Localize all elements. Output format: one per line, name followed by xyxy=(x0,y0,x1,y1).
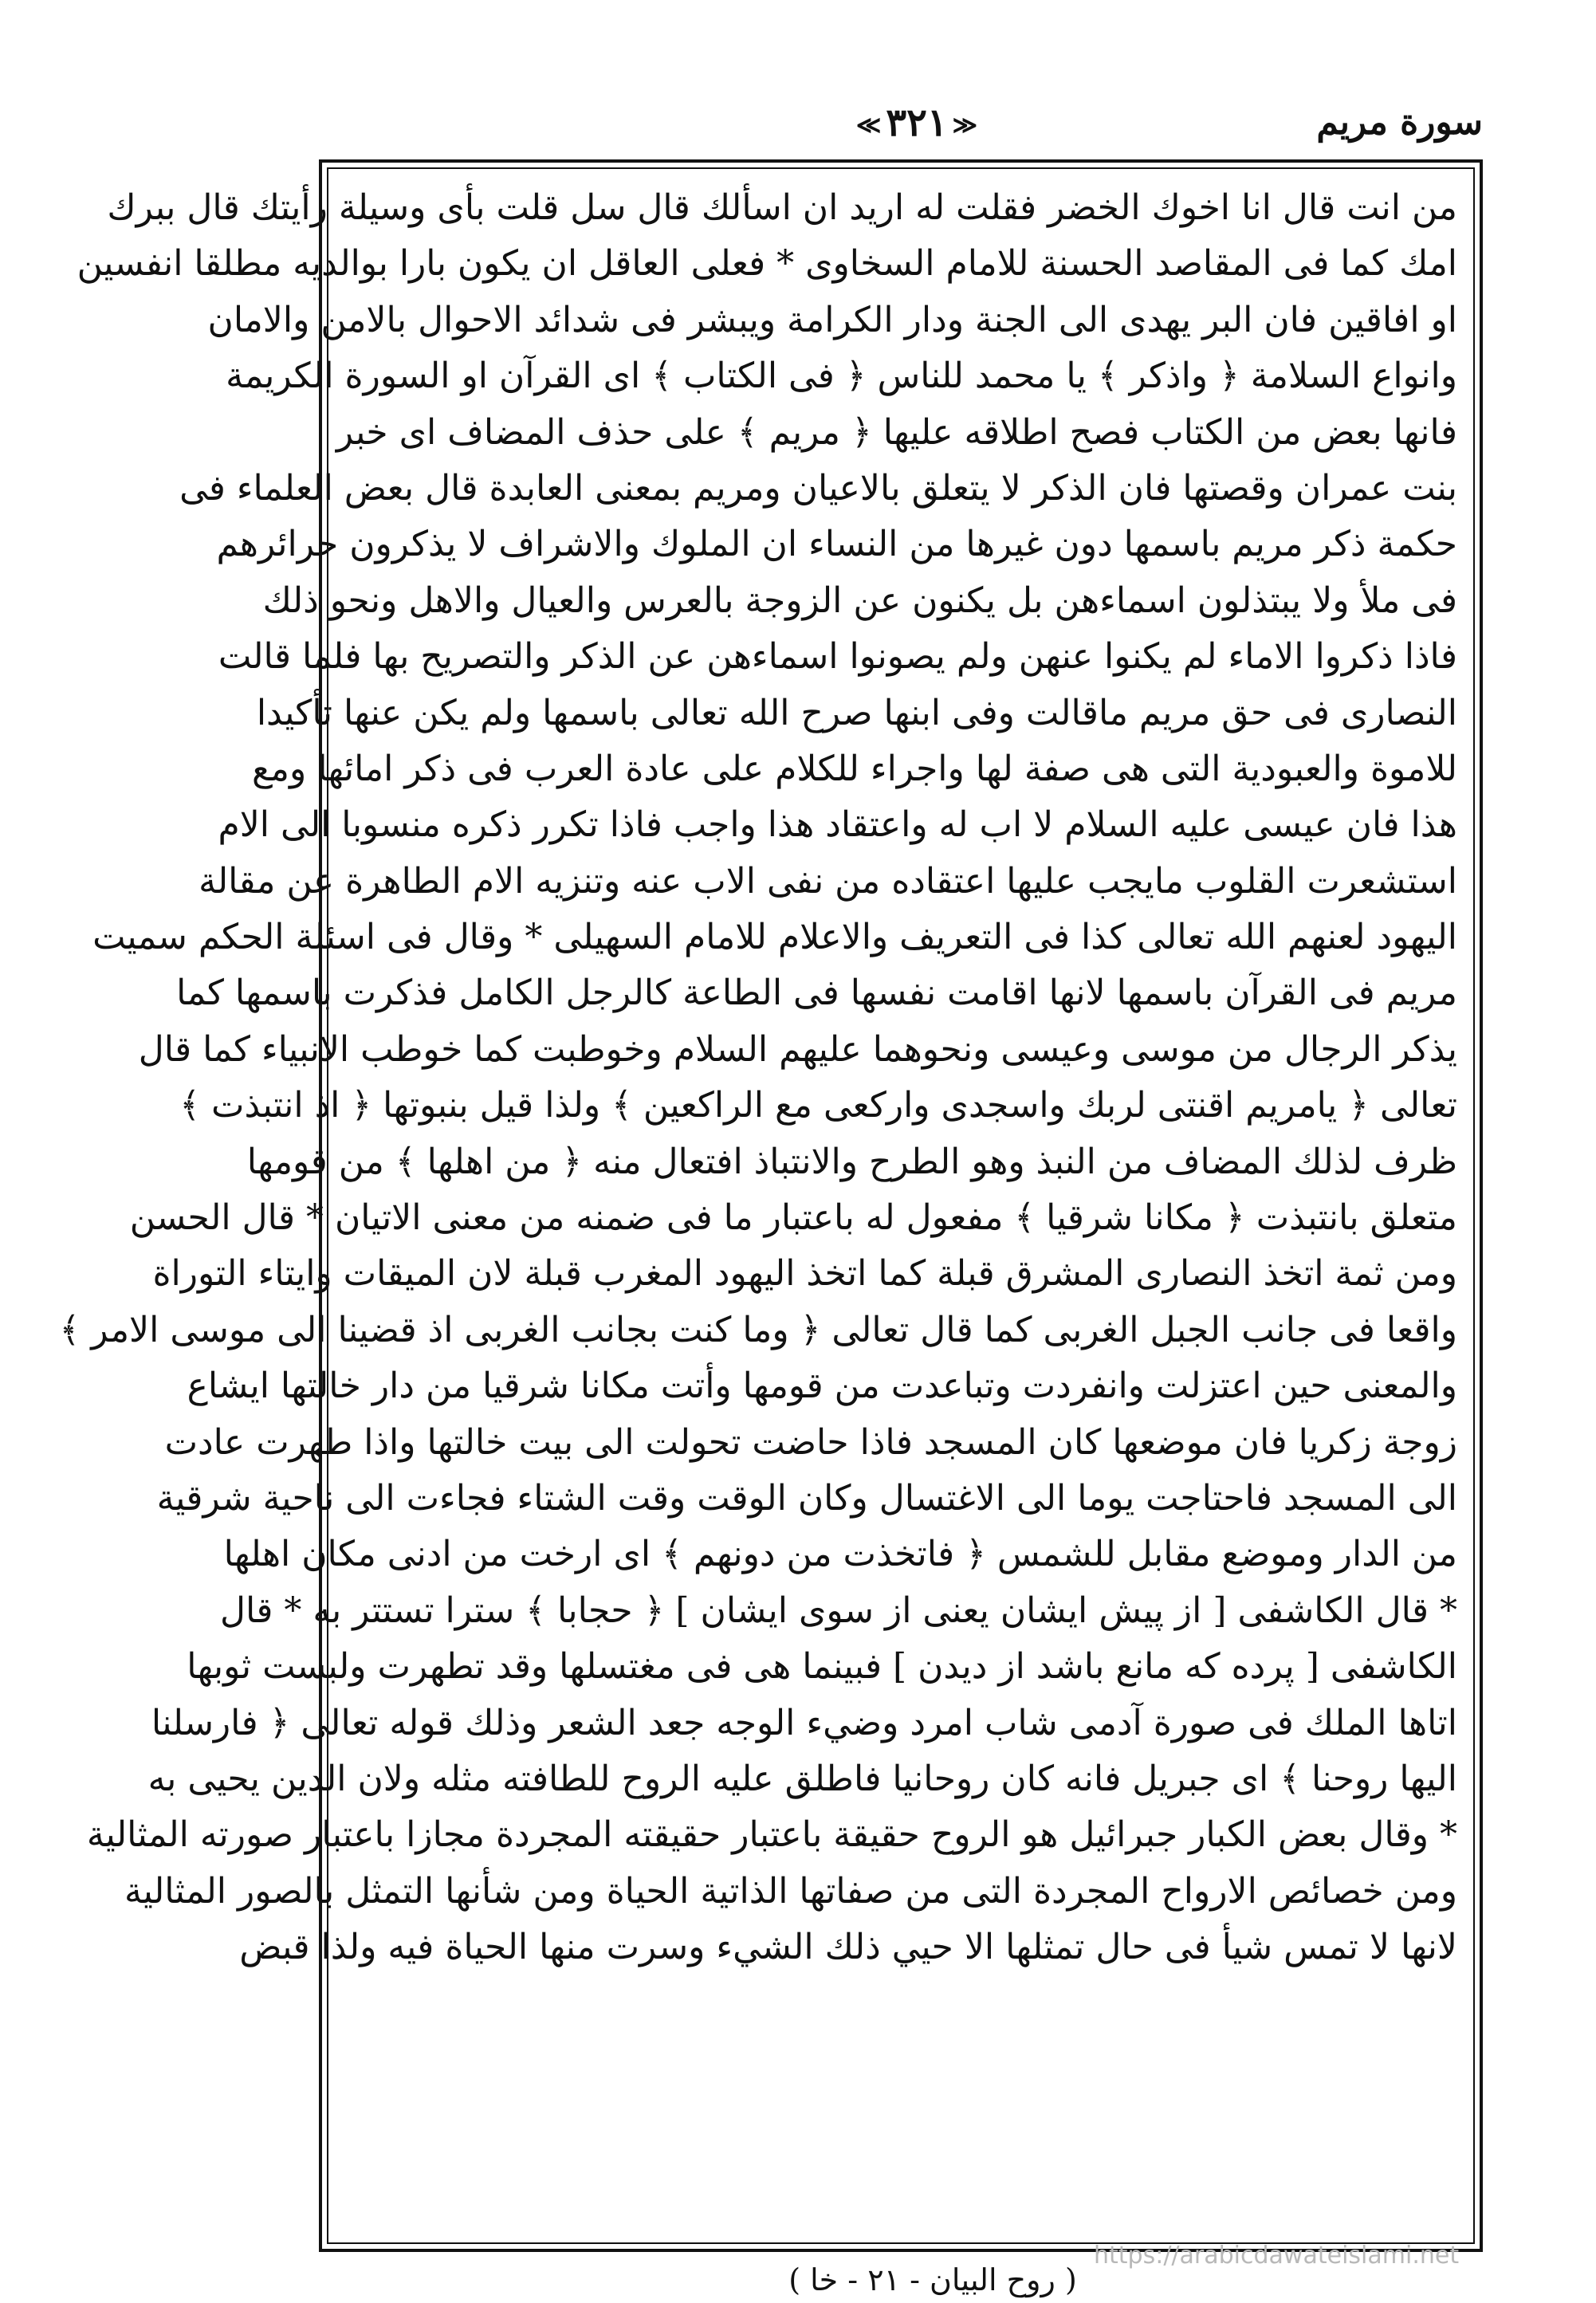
text-line: هذا فان عيسى عليه السلام لا اب له واعتقاد هذا واجب فاذا تكرر ذكره منسوبا الى الام xyxy=(218,804,1457,846)
text-line: * وقال بعض الكبار جبرائيل هو الروح حقيقة باعتبار حقيقته المجردة مجازا باعتبار صورته المثالية xyxy=(86,1814,1457,1856)
text-line: حكمة ذكر مريم باسمها دون غيرها من النساء ان الملوك والاشراف لا يذكرون حرائرهم xyxy=(216,524,1457,565)
ornament-right: ≫ xyxy=(952,112,978,140)
text-line: ومن ثمة اتخذ النصارى المشرق قبلة كما اتخذ اليهود المغرب قبلة لان الميقات وايتاء التوراة xyxy=(152,1253,1457,1295)
text-line: فاذا ذكروا الاماء لم يكنوا عنهن ولم يصونوا اسماءهن عن الذكر والتصريح بها فلما قالت xyxy=(218,636,1457,678)
text-line: * قال الكاشفى [ از پيش ايشان يعنى از سوى ايشان ] ﴿ حجابا ﴾ سترا تستتر به * قال xyxy=(220,1590,1457,1631)
text-line: ظرف لذلك المضاف من النبذ وهو الطرح والانتباذ افتعال منه ﴿ من اهلها ﴾ من قومها xyxy=(246,1141,1457,1182)
text-line: اليها روحنا ﴾ اى جبريل فانه كان روحانيا فاطلق عليه الروح للطافته مثله ولان الدين يحيى به xyxy=(147,1758,1457,1799)
text-line: او افاقين فان البر يهدى الى الجنة ودار الكرامة ويبشر فى شدائد الاحوال بالامن والامان xyxy=(207,299,1457,340)
text-line: الى المسجد فاحتاجت يوما الى الاغتسال وكان الوقت وقت الشتاء فجاءت الى ناحية شرقية xyxy=(156,1477,1457,1519)
text-line: يذكر الرجال من موسى وعيسى ونحوهما عليهم السلام وخوطبت كما خوطب الانبياء كما قال xyxy=(138,1028,1457,1070)
text-line: الكاشفى [ پرده كه مانع باشد از ديدن ] فبينما هى فى مغتسلها وقد تطهرت ولبست ثوبها xyxy=(187,1646,1457,1688)
watermark-url: https://arabicdawateislami.net xyxy=(1094,2242,1460,2270)
text-line: اتاها الملك فى صورة آدمى شاب امرد وضيء الوجه جعد الشعر وذلك قوله تعالى ﴿ فارسلنا xyxy=(151,1702,1457,1743)
text-frame xyxy=(59,159,1483,2252)
text-line: وانواع السلامة ﴿ واذكر ﴾ يا محمد للناس ﴿ فى الكتاب ﴾ اى القرآن او السورة الكريمة xyxy=(226,356,1457,397)
text-line: من انت قال انا اخوك الخضر فقلت له اريد ان اسألك قال سل قلت بأى وسيلة رأيتك قال ببرك xyxy=(107,187,1457,228)
surah-title: سورة مريم xyxy=(1316,102,1483,143)
page-header xyxy=(319,96,1483,151)
text-line: والمعنى حين اعتزلت وانفردت وتباعدت من قومها وأتت مكانا شرقيا من دار خالتها ايشاع xyxy=(187,1366,1457,1407)
text-line: امك كما فى المقاصد الحسنة للامام السخاوى * فعلى العاقل ان يكون بارا بوالديه مطلقا انفسين xyxy=(77,243,1457,285)
text-line: فى ملأ ولا يبتذلون اسماءهن بل يكنون عن الزوجة بالعرس والعيال والاهل ونحو ذلك xyxy=(262,580,1457,621)
page-number: ٣٢١ xyxy=(886,100,948,145)
text-line: واقعا فى جانب الجبل الغربى كما قال تعالى ﴿ وما كنت بجانب الغربى اذ قضينا الى موسى الامر ﴾ xyxy=(59,1309,1457,1350)
page-number-block xyxy=(821,100,1012,145)
text-line: متعلق بانتبذت ﴿ مكانا شرقيا ﴾ مفعول له باعتبار ما فى ضمنه من معنى الاتيان * قال الحسن xyxy=(129,1197,1457,1239)
text-line: زوجة زكريا فان موضعها كان المسجد فاذا حاضت تحولت الى بيت خالتها واذا طهرت عادت xyxy=(164,1421,1457,1463)
text-line: استشعرت القلوب مايجب عليها اعتقاده من نفى الاب عنه وتنزيه الام الطاهرة عن مقالة xyxy=(199,860,1457,902)
text-line: تعالى ﴿ يامريم اقنتى لربك واسجدى واركعى مع الراكعين ﴾ ولذا قيل بنبوتها ﴿ اذ انتبذت ﴾ xyxy=(179,1085,1457,1126)
body-text xyxy=(59,180,1457,1976)
page-footer: ( روح البيان - ٢١ - خا ) xyxy=(788,2262,1077,2297)
text-line: النصارى فى حق مريم ماقالت وفى ابنها صرح الله تعالى باسمها ولم يكن عنها تأكيدا xyxy=(256,692,1457,733)
text-line: من الدار وموضع مقابل للشمس ﴿ فاتخذت من دونهم ﴾ اى ارخت من ادنى مكان اهلها xyxy=(223,1534,1457,1575)
ornament-left: ≪ xyxy=(855,112,882,140)
text-line: مريم فى القرآن باسمها لانها اقامت نفسها فى الطاعة كالرجل الكامل فذكرت باسمها كما xyxy=(176,973,1457,1014)
text-line: اليهود لعنهم الله تعالى كذا فى التعريف والاعلام للامام السهيلى * وقال فى اسئلة الحكم سميت xyxy=(92,917,1457,958)
text-line: بنت عمران وقصتها فان الذكر لا يتعلق بالاعيان ومريم بمعنى العابدة قال بعض العلماء فى xyxy=(179,467,1457,509)
text-line: للاموة والعبودية التى هى صفة لها واجراء للكلام على عادة العرب فى ذكر امائها ومع xyxy=(251,748,1457,789)
text-line: ومن خصائص الارواح المجردة التى من صفاتها الذاتية الحياة ومن شأنها التمثل بالصور المثالية xyxy=(124,1870,1457,1912)
text-line: لانها لا تمس شيأ فى حال تمثلها الا حيي ذلك الشيء وسرت منها الحياة فيه ولذا قبض xyxy=(239,1927,1457,1968)
text-line: فانها بعض من الكتاب فصح اطلاقه عليها ﴿ مريم ﴾ على حذف المضاف اى خبر xyxy=(336,411,1457,453)
